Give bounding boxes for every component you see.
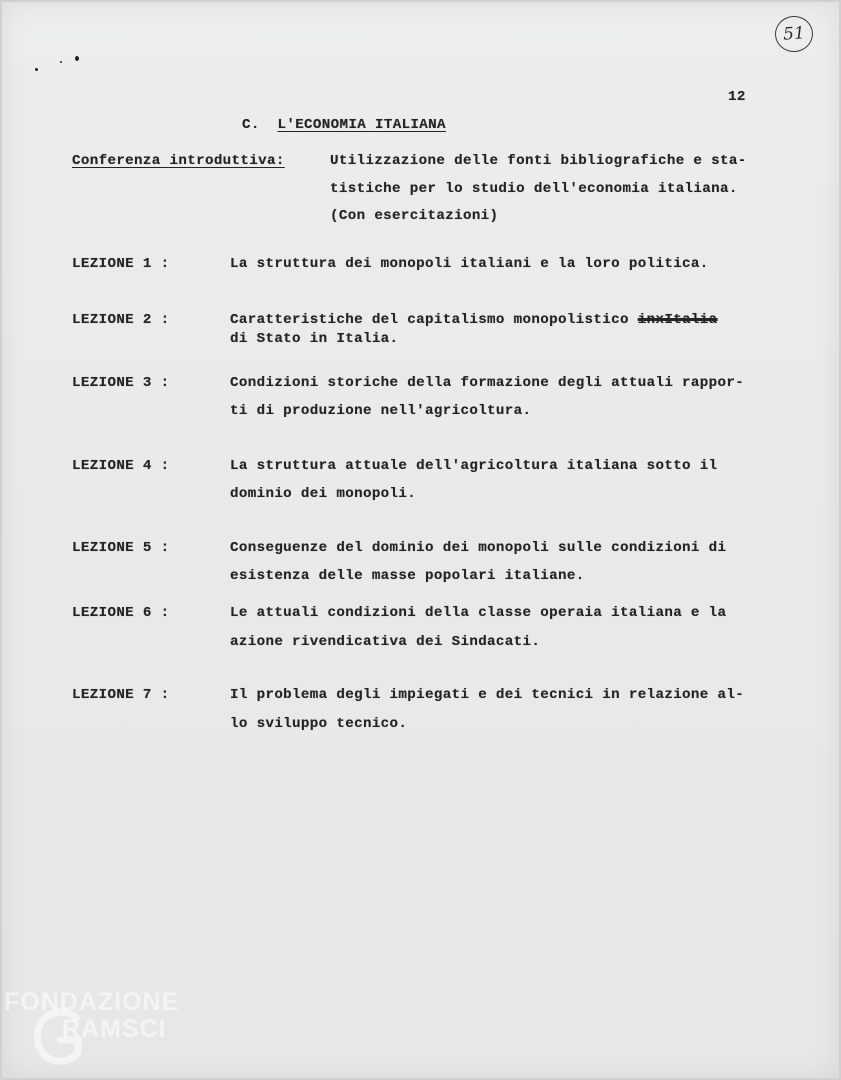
lezione-label: LEZIONE 1 : bbox=[72, 256, 170, 272]
ink-mark bbox=[60, 61, 62, 63]
page-number: 12 bbox=[728, 89, 746, 105]
conferenza-line: Utilizzazione delle fonti bibliografiche e sta- bbox=[330, 153, 747, 169]
conferenza-line: tistiche per lo studio dell'economia italiana. bbox=[330, 181, 738, 197]
ink-mark bbox=[75, 56, 79, 61]
conferenza-line: (Con esercitazioni) bbox=[330, 208, 499, 224]
fondazione-gramsci-watermark bbox=[4, 988, 214, 1072]
lezione-text: Condizioni storiche della formazione degli attuali rappor- bbox=[230, 375, 745, 391]
lezione-text-part: Caratteristiche del capitalismo monopolistico bbox=[230, 312, 638, 328]
lezione-label: LEZIONE 3 : bbox=[72, 375, 170, 391]
conferenza-label: Conferenza introduttiva: bbox=[72, 153, 285, 169]
lezione-text: di Stato in Italia. bbox=[230, 331, 399, 347]
ink-mark bbox=[35, 68, 38, 71]
section-prefix: C. bbox=[242, 117, 260, 133]
lezione-text: azione rivendicativa dei Sindacati. bbox=[230, 634, 541, 650]
section-title-text: L'ECONOMIA ITALIANA bbox=[277, 117, 446, 133]
lezione-text: Il problema degli impiegati e dei tecnici in relazione al- bbox=[230, 687, 745, 703]
lezione-label: LEZIONE 2 : bbox=[72, 312, 170, 328]
lezione-text: La struttura dei monopoli italiani e la loro politica. bbox=[230, 256, 709, 272]
archive-number-stamp bbox=[774, 15, 814, 54]
struck-text: inxItalia bbox=[637, 312, 718, 328]
lezione-text: esistenza delle masse popolari italiane. bbox=[230, 568, 585, 584]
lezione-text: dominio dei monopoli. bbox=[230, 486, 417, 502]
watermark-line2: RAMSCI bbox=[62, 1015, 167, 1043]
lezione-label: LEZIONE 6 : bbox=[72, 605, 170, 621]
section-title bbox=[242, 117, 446, 133]
lezione-text: Le attuali condizioni della classe operaia italiana e la bbox=[230, 605, 727, 621]
watermark-line1: FONDAZIONE bbox=[4, 988, 180, 1016]
lezione-label: LEZIONE 7 : bbox=[72, 687, 170, 703]
lezione-label: LEZIONE 4 : bbox=[72, 458, 170, 474]
lezione-text: lo sviluppo tecnico. bbox=[230, 716, 408, 732]
archive-number: 51 bbox=[782, 23, 806, 45]
lezione-label: LEZIONE 5 : bbox=[72, 540, 170, 556]
lezione-text bbox=[230, 312, 718, 328]
lezione-text: La struttura attuale dell'agricoltura italiana sotto il bbox=[230, 458, 718, 474]
lezione-text: Conseguenze del dominio dei monopoli sulle condizioni di bbox=[230, 540, 727, 556]
lezione-text: ti di produzione nell'agricoltura. bbox=[230, 403, 532, 419]
